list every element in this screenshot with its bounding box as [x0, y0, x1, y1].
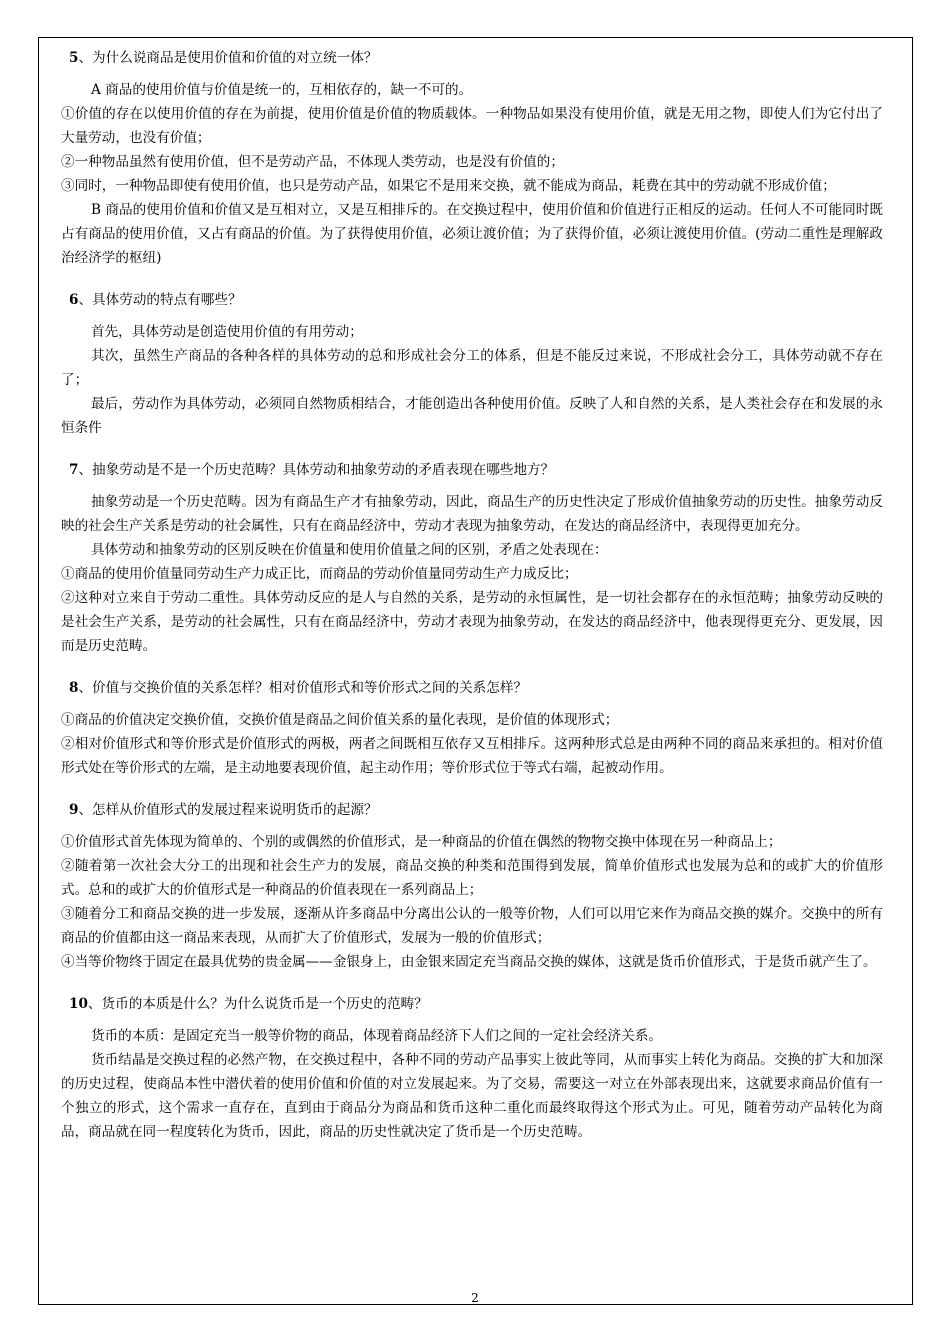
- paragraph: ①价值形式首先体现为简单的、个别的或偶然的价值形式，是一种商品的价值在偶然的物物交换中体现在另一种商品上；: [61, 834, 782, 850]
- paragraph: 具体劳动和抽象劳动的区别反映在价值量和使用价值量之间的区别，矛盾之处表现在：: [91, 542, 608, 558]
- page-frame: [38, 37, 913, 1305]
- paragraph: 货币的本质：是固定充当一般等价物的商品，体现着商品经济下人们之间的一定社会经济关系。: [91, 1028, 662, 1044]
- paragraph: ③随着分工和商品交换的进一步发展，逐渐从许多商品中分离出公认的一般等价物，人们可以用它来作为商品交换的媒介。交换中的所有商品的价值都由这一商品来表现，从而扩大了价值形式，发展为一般的价值形式；: [61, 906, 883, 946]
- section-8: [61, 676, 883, 780]
- document-body: [61, 46, 883, 1144]
- question-text: 、货币的本质是什么？为什么说货币是一个历史的范畴？: [87, 996, 428, 1012]
- paragraph: 货币结晶是交换过程的必然产物，在交换过程中，各种不同的劳动产品事实上彼此等同，从而事实上转化为商品。交换的扩大和加深的历史过程，使商品本性中潜伏着的使用价值和价值的对立发展起来。为了交易，需要这一对立在外部表现出来，这就要求商品价值有一个独立的形式，这个需求一直存在，直到由于商品分为商品和货币这种二重化而最终取得这个形式为止。可见，随着劳动产品转化为商品，商品就在同一程度转化为货币，因此，商品的历史性就决定了货币是一个历史范畴。: [61, 1052, 883, 1140]
- question-text: 、抽象劳动是不是一个历史范畴？具体劳动和抽象劳动的矛盾表现在哪些地方？: [78, 462, 555, 478]
- section-9: [61, 798, 883, 974]
- question-number: 7: [69, 462, 79, 478]
- paragraph: 抽象劳动是一个历史范畴。因为有商品生产才有抽象劳动，因此，商品生产的历史性决定了形成价值抽象劳动的历史性。抽象劳动反映的社会生产关系是劳动的社会属性，只有在商品经济中，劳动才表现为抽象劳动，在发达的商品经济中，表现得更加充分。: [61, 494, 883, 534]
- section-10: [61, 992, 883, 1144]
- paragraph: B 商品的使用价值和价值又是互相对立，又是互相排斥的。在交换过程中，使用价值和价值进行正相反的运动。任何人不可能同时既占有商品的使用价值，又占有商品的价值。为了获得使用价值，必须让渡价值；为了获得价值，必须让渡使用价值。(劳动二重性是理解政治经济学的枢纽): [61, 202, 883, 266]
- question-number: 5: [69, 50, 79, 66]
- section-7: [61, 458, 883, 658]
- paragraph: ④当等价物终于固定在最具优势的贵金属——金银身上，由金银来固定充当商品交换的媒体，这就是货币价值形式，于是货币就产生了。: [61, 954, 877, 970]
- question-heading: [61, 992, 883, 1016]
- section-6: [61, 288, 883, 440]
- paragraph: ①商品的使用价值量同劳动生产力成正比，而商品的劳动价值量同劳动生产力成反比；: [61, 566, 578, 582]
- paragraph: ②相对价值形式和等价形式是价值形式的两极，两者之间既相互依存又互相排斥。这两种形式总是由两种不同的商品来承担的。相对价值形式处在等价形式的左端，是主动地要表现价值，起主动作用；等价形式位于等式右端，起被动作用。: [61, 736, 883, 776]
- question-heading: [61, 676, 883, 700]
- question-number: 10: [69, 996, 88, 1012]
- paragraph: 其次，虽然生产商品的各种各样的具体劳动的总和形成社会分工的体系，但是不能反过来说，不形成社会分工，具体劳动就不存在了；: [61, 348, 883, 388]
- question-heading: [61, 458, 883, 482]
- question-text: 、怎样从价值形式的发展过程来说明货币的起源？: [78, 802, 378, 818]
- question-number: 6: [69, 292, 79, 308]
- question-number: 8: [69, 680, 79, 696]
- page-number: 2: [471, 1291, 479, 1305]
- paragraph: 最后，劳动作为具体劳动，必须同自然物质相结合，才能创造出各种使用价值。反映了人和自然的关系，是人类社会存在和发展的永恒条件: [61, 396, 883, 436]
- question-heading: [61, 798, 883, 822]
- question-text: 、价值与交换价值的关系怎样？相对价值形式和等价形式之间的关系怎样？: [78, 680, 528, 696]
- question-number: 9: [69, 802, 79, 818]
- paragraph: ③同时，一种物品即使有使用价值，也只是劳动产品，如果它不是用来交换，就不能成为商品，耗费在其中的劳动就不形成价值；: [61, 178, 836, 194]
- paragraph: ①价值的存在以使用价值的存在为前提，使用价值是价值的物质载体。一种物品如果没有使用价值，就是无用之物，即使人们为它付出了大量劳动，也没有价值；: [61, 106, 883, 146]
- question-text: 、为什么说商品是使用价值和价值的对立统一体？: [78, 50, 378, 66]
- section-5: [61, 46, 883, 270]
- question-heading: [61, 288, 883, 312]
- paragraph: ②这种对立来自于劳动二重性。具体劳动反应的是人与自然的关系，是劳动的永恒属性，是一切社会都存在的永恒范畴；抽象劳动反映的是社会生产关系，是劳动的社会属性，只有在商品经济中，劳动才表现为抽象劳动，在发达的商品经济中，他表现得更充分、更发展，因而是历史范畴。: [61, 590, 883, 654]
- question-text: 、具体劳动的特点有哪些？: [78, 292, 242, 308]
- paragraph: ②随着第一次社会大分工的出现和社会生产力的发展，商品交换的种类和范围得到发展，简单价值形式也发展为总和的或扩大的价值形式。总和的或扩大的价值形式是一种商品的价值表现在一系列商品上；: [61, 858, 883, 898]
- paragraph: ①商品的价值决定交换价值，交换价值是商品之间价值关系的量化表现，是价值的体现形式；: [61, 712, 619, 728]
- question-heading: [61, 46, 883, 70]
- paragraph: ②一种物品虽然有使用价值，但不是劳动产品，不体现人类劳动，也是没有价值的；: [61, 154, 564, 170]
- paragraph: 首先，具体劳动是创造使用价值的有用劳动；: [91, 324, 363, 340]
- paragraph: A 商品的使用价值与价值是统一的，互相依存的，缺一不可的。: [91, 82, 473, 98]
